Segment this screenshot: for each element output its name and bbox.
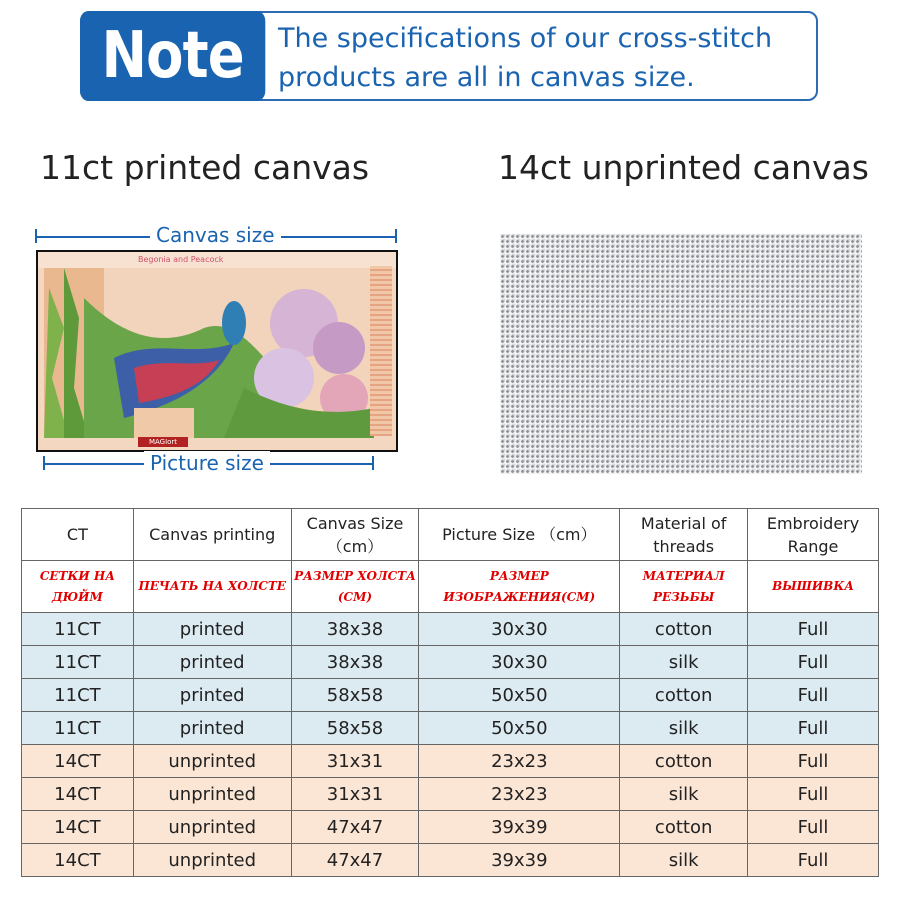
table-row: [22, 844, 879, 877]
header-ru-embroidery-range: ВЫШИВКА: [748, 561, 879, 613]
table-row: [22, 712, 879, 745]
printed-canvas-header: [38, 252, 396, 268]
cell-embroidery-range: Full: [748, 679, 879, 712]
header-ct: CT: [22, 509, 134, 561]
cell-ct: 11CT: [22, 613, 134, 646]
cell-picture-size: 30x30: [419, 613, 620, 646]
cell-canvas-printing: printed: [133, 679, 291, 712]
note-text: The specifications of our cross-stitch products are all in canvas size.: [278, 23, 773, 93]
cell-embroidery-range: Full: [748, 844, 879, 877]
cell-picture-size: 23x23: [419, 778, 620, 811]
header-ru-ct: СЕТКИ НА ДЮЙМ: [22, 561, 134, 613]
table-row: [22, 778, 879, 811]
cell-embroidery-range: Full: [748, 778, 879, 811]
cell-material: silk: [620, 778, 748, 811]
note-banner: [80, 11, 818, 101]
cell-canvas-printing: printed: [133, 613, 291, 646]
cell-canvas-printing: printed: [133, 712, 291, 745]
cell-embroidery-range: Full: [748, 646, 879, 679]
note-badge: Note: [80, 11, 265, 101]
cell-material: silk: [620, 646, 748, 679]
cell-canvas-size: 38x38: [291, 646, 419, 679]
cell-canvas-size: 58x58: [291, 679, 419, 712]
cell-ct: 14CT: [22, 844, 134, 877]
unprinted-canvas-image: [500, 234, 862, 474]
cell-embroidery-range: Full: [748, 712, 879, 745]
header-embroidery-range: Embroidery Range: [748, 509, 879, 561]
cell-ct: 11CT: [22, 679, 134, 712]
cell-picture-size: 30x30: [419, 646, 620, 679]
cell-material: cotton: [620, 679, 748, 712]
picture-size-tick-right: [372, 456, 374, 470]
cell-canvas-printing: unprinted: [133, 745, 291, 778]
header-ru-canvas-printing: ПЕЧАТЬ НА ХОЛСТЕ: [133, 561, 291, 613]
spec-table: [21, 508, 879, 877]
header-ru-picture-size: РАЗМЕР ИЗОБРАЖЕНИЯ(СМ): [419, 561, 620, 613]
table-row: [22, 679, 879, 712]
cell-picture-size: 39x39: [419, 811, 620, 844]
artwork-title: Begonia and Peacock: [138, 255, 224, 264]
cell-canvas-printing: unprinted: [133, 811, 291, 844]
header-picture-size: Picture Size （cm）: [419, 509, 620, 561]
table-row: [22, 811, 879, 844]
cell-material: cotton: [620, 613, 748, 646]
cell-canvas-size: 31x31: [291, 778, 419, 811]
cell-embroidery-range: Full: [748, 613, 879, 646]
printed-canvas-image: [36, 250, 398, 452]
peacock-artwork: [44, 268, 374, 438]
cell-canvas-size: 38x38: [291, 613, 419, 646]
cell-canvas-size: 31x31: [291, 745, 419, 778]
header-canvas-printing: Canvas printing: [133, 509, 291, 561]
cell-picture-size: 39x39: [419, 844, 620, 877]
cell-picture-size: 50x50: [419, 712, 620, 745]
cell-ct: 14CT: [22, 778, 134, 811]
table-row: [22, 613, 879, 646]
cell-picture-size: 50x50: [419, 679, 620, 712]
cell-ct: 14CT: [22, 811, 134, 844]
header-ru-material: МАТЕРИАЛ РЕЗЬБЫ: [620, 561, 748, 613]
cell-canvas-size: 58x58: [291, 712, 419, 745]
cell-canvas-size: 47x47: [291, 811, 419, 844]
cell-canvas-printing: unprinted: [133, 778, 291, 811]
table-header-row-russian: [22, 561, 879, 613]
header-ru-canvas-size: РАЗМЕР ХОЛСТА (СМ): [291, 561, 419, 613]
cell-embroidery-range: Full: [748, 811, 879, 844]
table-row: [22, 646, 879, 679]
cell-ct: 14CT: [22, 745, 134, 778]
cell-embroidery-range: Full: [748, 745, 879, 778]
table-header-row: [22, 509, 879, 561]
cell-material: silk: [620, 844, 748, 877]
cell-ct: 11CT: [22, 712, 134, 745]
brand-logo: MAGIort: [138, 437, 188, 447]
cell-picture-size: 23x23: [419, 745, 620, 778]
cell-canvas-printing: unprinted: [133, 844, 291, 877]
table-row: [22, 745, 879, 778]
canvas-size-label: Canvas size: [150, 223, 281, 247]
cell-canvas-printing: printed: [133, 646, 291, 679]
cell-ct: 11CT: [22, 646, 134, 679]
header-material: Material of threads: [620, 509, 748, 561]
printed-canvas-title: 11ct printed canvas: [40, 148, 370, 187]
picture-size-label: Picture size: [144, 451, 270, 475]
cell-material: silk: [620, 712, 748, 745]
header-canvas-size: Canvas Size （cm）: [291, 509, 419, 561]
unprinted-canvas-title: 14ct unprinted canvas: [498, 148, 869, 187]
cell-canvas-size: 47x47: [291, 844, 419, 877]
cell-material: cotton: [620, 811, 748, 844]
symbol-legend: [370, 266, 392, 436]
cell-material: cotton: [620, 745, 748, 778]
